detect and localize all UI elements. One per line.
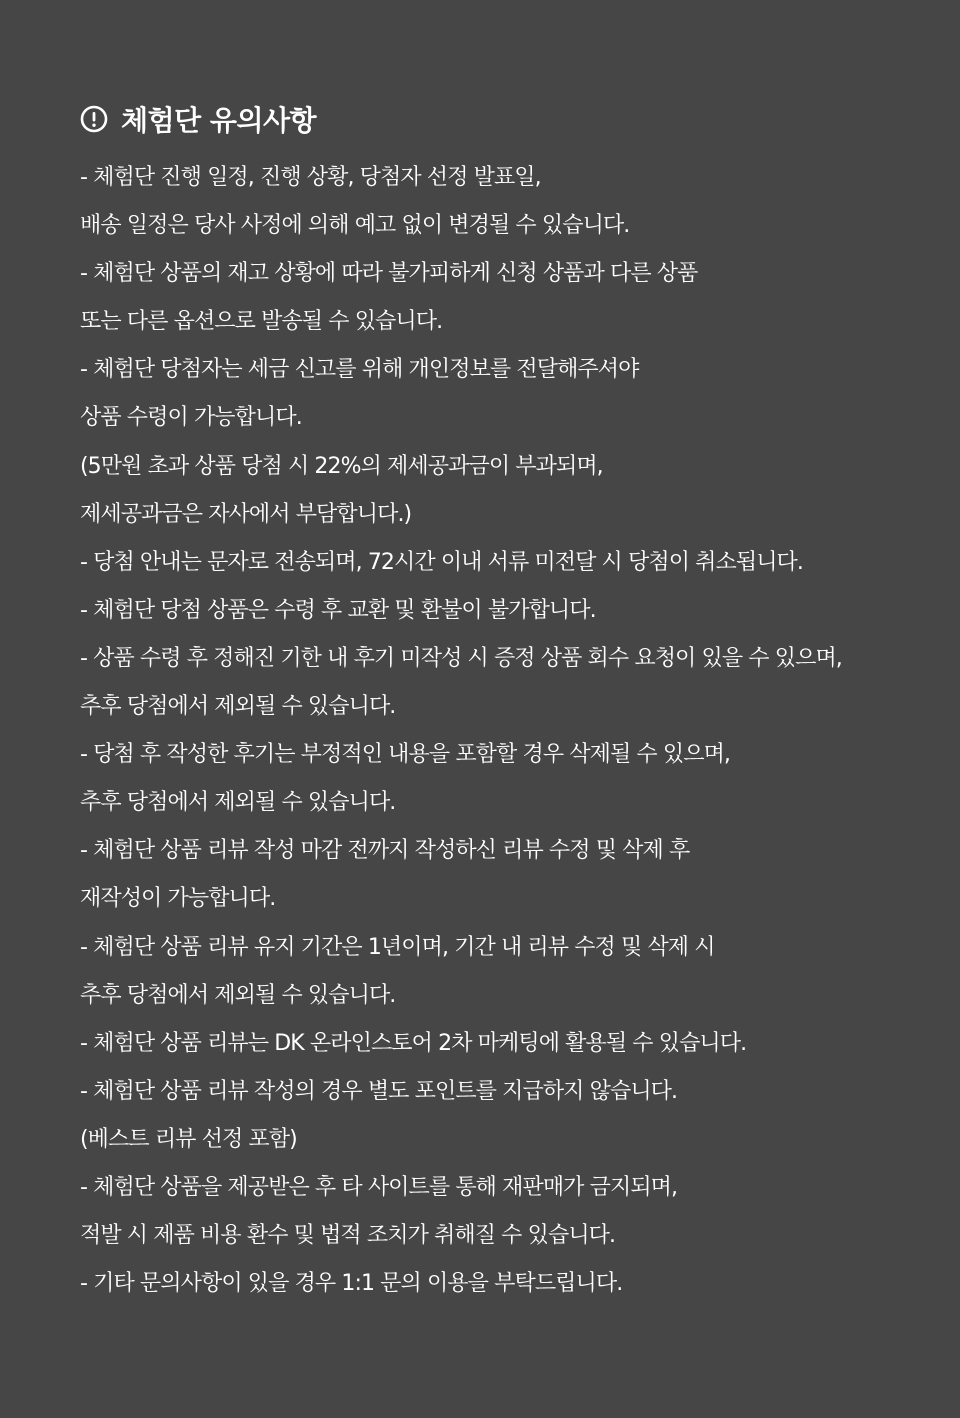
notice-list — [80, 154, 842, 1308]
notice-line: - 기타 문의사항이 있을 경우 1:1 문의 이용을 부탁드립니다. — [80, 1271, 623, 1297]
notice-line: - 당첨 안내는 문자로 전송되며, 72시간 이내 서류 미전달 시 당첨이 취소됩니다. — [80, 549, 804, 575]
notice-line: 추후 당첨에서 제외될 수 있습니다. — [80, 694, 396, 720]
exclamation-circle-icon — [80, 105, 108, 133]
notice-line: 추후 당첨에서 제외될 수 있습니다. — [80, 982, 396, 1008]
notice-line: - 상품 수령 후 정해진 기한 내 후기 미작성 시 증정 상품 회수 요청이 있을 수 있으며, — [80, 645, 842, 671]
notice-line: - 체험단 당첨자는 세금 신고를 위해 개인정보를 전달해주셔야 — [80, 357, 639, 383]
notice-line: 추후 당첨에서 제외될 수 있습니다. — [80, 790, 396, 816]
notice-line: - 체험단 상품을 제공받은 후 타 사이트를 통해 재판매가 금지되며, — [80, 1174, 678, 1200]
notice-line: - 체험단 상품 리뷰 작성 마감 전까지 작성하신 리뷰 수정 및 삭제 후 — [80, 838, 690, 864]
notice-line: (5만원 초과 상품 당첨 시 22%의 제세공과금이 부과되며, — [80, 453, 603, 479]
notice-line: - 체험단 상품 리뷰는 DK 온라인스토어 2차 마케팅에 활용될 수 있습니다. — [80, 1030, 747, 1056]
notice-line: 배송 일정은 당사 사정에 의해 예고 없이 변경될 수 있습니다. — [80, 213, 630, 239]
notice-title: 체험단 유의사항 — [121, 104, 317, 137]
notice-line: 상품 수령이 가능합니다. — [80, 405, 302, 431]
notice-line: 재작성이 가능합니다. — [80, 886, 276, 912]
notice-heading — [80, 98, 316, 140]
notice-line: - 체험단 당첨 상품은 수령 후 교환 및 환불이 불가합니다. — [80, 597, 596, 623]
notice-line: 적발 시 제품 비용 환수 및 법적 조치가 취해질 수 있습니다. — [80, 1223, 616, 1249]
notice-line: - 체험단 상품 리뷰 작성의 경우 별도 포인트를 지급하지 않습니다. — [80, 1078, 678, 1104]
notice-line: 또는 다른 옵션으로 발송될 수 있습니다. — [80, 309, 443, 335]
notice-line: 제세공과금은 자사에서 부담합니다.) — [80, 501, 412, 527]
notice-line: (베스트 리뷰 선정 포함) — [80, 1126, 297, 1152]
notice-line: - 체험단 상품 리뷰 유지 기간은 1년이며, 기간 내 리뷰 수정 및 삭제 시 — [80, 934, 715, 960]
notice-line: - 당첨 후 작성한 후기는 부정적인 내용을 포함할 경우 삭제될 수 있으며, — [80, 742, 731, 768]
notice-line: - 체험단 진행 일정, 진행 상황, 당첨자 선정 발표일, — [80, 165, 541, 190]
notice-line: - 체험단 상품의 재고 상황에 따라 불가피하게 신청 상품과 다른 상품 — [80, 261, 698, 287]
